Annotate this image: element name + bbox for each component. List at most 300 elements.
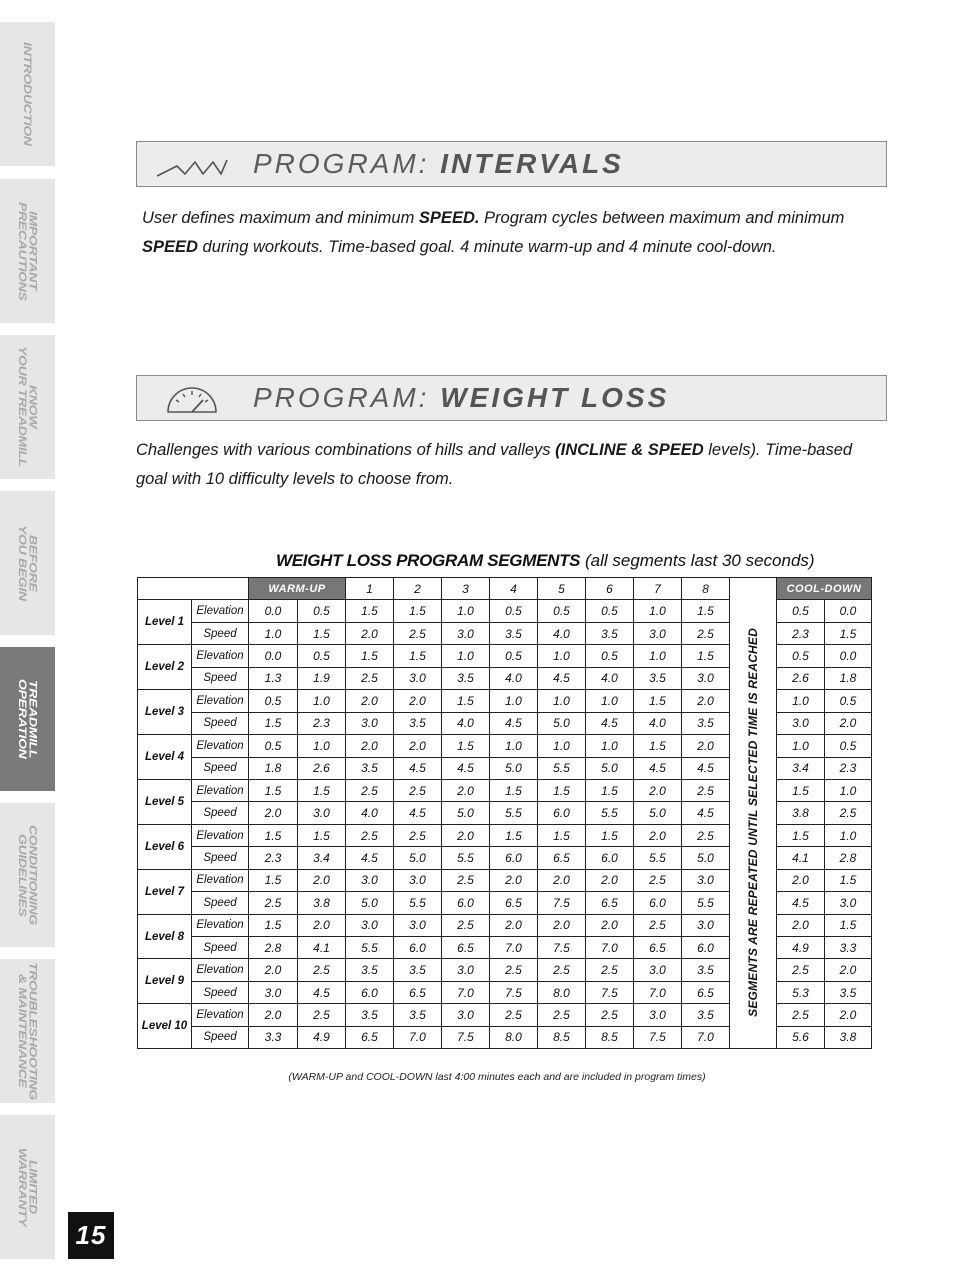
elevation-segments-value: 2.0: [634, 779, 682, 801]
speed-cooldown-value: 3.8: [825, 1026, 872, 1048]
elevation-label: Elevation: [192, 600, 249, 622]
elevation-segments-value: 1.5: [394, 600, 442, 622]
speed-segments-value: 6.5: [346, 1026, 394, 1048]
repeat-note: SEGMENTS ARE REPEATED UNTIL SELECTED TIME IS REACHED: [746, 628, 760, 1017]
speed-segments-value: 5.0: [442, 802, 490, 824]
elevation-segments-value: 1.5: [394, 645, 442, 667]
speed-segments-value: 6.5: [490, 892, 538, 914]
elevation-segments-value: 3.5: [346, 1004, 394, 1026]
elevation-warmup-value: 0.5: [249, 690, 298, 712]
speed-warmup-value: 4.1: [298, 937, 346, 959]
side-tab-conditioning-guidelines[interactable]: [0, 803, 55, 947]
side-tab-label: KNOW YOUR TREADMILL: [16, 346, 40, 468]
elevation-warmup-value: 1.0: [298, 690, 346, 712]
page-number: 15: [68, 1212, 114, 1259]
elevation-segments-value: 2.0: [442, 824, 490, 846]
table-title: WEIGHT LOSS PROGRAM SEGMENTS: [276, 551, 581, 570]
speed-segments-value: 6.5: [538, 847, 586, 869]
elevation-cooldown-value: 1.0: [825, 779, 872, 801]
elevation-warmup-value: 0.0: [249, 645, 298, 667]
level-label: Level 8: [138, 914, 192, 959]
speed-segments-value: 7.0: [586, 937, 634, 959]
elevation-segments-value: 2.5: [490, 1004, 538, 1026]
level-label: Level 6: [138, 824, 192, 869]
speed-warmup-value: 2.0: [249, 802, 298, 824]
elevation-segments-value: 3.5: [346, 959, 394, 981]
elevation-warmup-value: 0.0: [249, 600, 298, 622]
speed-segments-value: 4.5: [538, 667, 586, 689]
speed-cooldown-value: 5.3: [777, 981, 825, 1003]
elevation-segments-value: 2.0: [490, 869, 538, 891]
intervals-desc-text: Program cycles between maximum and minimum: [479, 209, 845, 227]
elevation-segments-value: 1.0: [634, 645, 682, 667]
speed-segments-value: 7.5: [538, 937, 586, 959]
intervals-desc-bold: SPEED.: [418, 209, 480, 227]
speed-segments-value: 3.0: [442, 622, 490, 644]
side-tab-introduction[interactable]: [0, 22, 55, 166]
elevation-segments-value: 2.5: [586, 1004, 634, 1026]
elevation-warmup-value: 1.5: [249, 869, 298, 891]
elevation-segments-value: 1.5: [586, 824, 634, 846]
elevation-segments-value: 1.0: [538, 645, 586, 667]
speed-segments-value: 3.5: [346, 757, 394, 779]
speed-warmup-value: 1.0: [249, 622, 298, 644]
elevation-label: Elevation: [192, 1004, 249, 1026]
table-subtitle: (all segments last 30 seconds): [584, 551, 815, 570]
side-tab-label: BEFORE YOU BEGIN: [16, 525, 40, 601]
speed-cooldown-value: 3.5: [825, 981, 872, 1003]
speed-segments-value: 5.5: [442, 847, 490, 869]
segment-header: 6: [586, 578, 634, 600]
elevation-cooldown-value: 1.0: [825, 824, 872, 846]
speed-segments-value: 8.0: [538, 981, 586, 1003]
speed-segments-value: 6.0: [346, 981, 394, 1003]
elevation-segments-value: 1.0: [490, 690, 538, 712]
elevation-label: Elevation: [192, 735, 249, 757]
elevation-cooldown-value: 0.0: [825, 600, 872, 622]
elevation-segments-value: 1.5: [634, 690, 682, 712]
elevation-segments-value: 1.0: [538, 690, 586, 712]
elevation-segments-value: 1.0: [586, 735, 634, 757]
speed-warmup-value: 4.9: [298, 1026, 346, 1048]
side-tab-troubleshooting-maintenance[interactable]: [0, 959, 55, 1103]
speed-segments-value: 5.0: [346, 892, 394, 914]
elevation-cooldown-value: 1.5: [777, 779, 825, 801]
elevation-label: Elevation: [192, 779, 249, 801]
speed-segments-value: 6.5: [394, 981, 442, 1003]
elevation-label: Elevation: [192, 824, 249, 846]
elevation-segments-value: 2.0: [346, 735, 394, 757]
speed-segments-value: 5.5: [346, 937, 394, 959]
elevation-cooldown-value: 2.0: [825, 959, 872, 981]
elevation-segments-value: 1.0: [586, 690, 634, 712]
speed-segments-value: 4.0: [442, 712, 490, 734]
speed-segments-value: 6.5: [634, 937, 682, 959]
elevation-label: Elevation: [192, 690, 249, 712]
speed-segments-value: 3.0: [346, 712, 394, 734]
elevation-segments-value: 3.5: [682, 959, 730, 981]
intervals-header: [136, 141, 887, 187]
speed-segments-value: 7.5: [490, 981, 538, 1003]
side-tab-label: TREADMILL OPERATION: [16, 679, 40, 759]
elevation-segments-value: 2.5: [682, 779, 730, 801]
elevation-segments-value: 3.0: [634, 959, 682, 981]
elevation-warmup-value: 2.5: [298, 959, 346, 981]
elevation-segments-value: 2.5: [634, 914, 682, 936]
elevation-label: Elevation: [192, 869, 249, 891]
speed-segments-value: 6.0: [586, 847, 634, 869]
elevation-segments-value: 1.5: [346, 645, 394, 667]
speed-warmup-value: 3.4: [298, 847, 346, 869]
weight-loss-title-prefix: PROGRAM:: [253, 382, 430, 413]
elevation-segments-value: 2.0: [538, 914, 586, 936]
elevation-segments-value: 2.0: [346, 690, 394, 712]
elevation-segments-value: 3.0: [394, 869, 442, 891]
speed-warmup-value: 1.8: [249, 757, 298, 779]
speed-cooldown-value: 3.0: [825, 892, 872, 914]
side-tab-label: INTRODUCTION: [21, 42, 35, 146]
speed-label: Speed: [192, 622, 249, 644]
elevation-segments-value: 0.5: [490, 645, 538, 667]
speed-segments-value: 4.0: [346, 802, 394, 824]
elevation-segments-value: 2.5: [538, 1004, 586, 1026]
elevation-segments-value: 1.0: [442, 600, 490, 622]
speed-segments-value: 4.5: [586, 712, 634, 734]
elevation-cooldown-value: 1.0: [777, 690, 825, 712]
segment-header: 5: [538, 578, 586, 600]
elevation-label: Elevation: [192, 959, 249, 981]
elevation-segments-value: 0.5: [586, 600, 634, 622]
elevation-segments-value: 0.5: [490, 600, 538, 622]
speed-segments-value: 6.0: [634, 892, 682, 914]
speed-cooldown-value: 2.5: [825, 802, 872, 824]
speed-warmup-value: 3.8: [298, 892, 346, 914]
weight-loss-header: [136, 375, 887, 421]
elevation-warmup-value: 0.5: [298, 600, 346, 622]
elevation-cooldown-value: 2.0: [825, 1004, 872, 1026]
speed-segments-value: 7.5: [586, 981, 634, 1003]
speed-segments-value: 5.5: [586, 802, 634, 824]
elevation-warmup-value: 2.0: [249, 959, 298, 981]
speed-segments-value: 3.0: [634, 622, 682, 644]
speed-segments-value: 7.0: [682, 1026, 730, 1048]
elevation-cooldown-value: 2.5: [777, 1004, 825, 1026]
elevation-segments-value: 1.5: [538, 824, 586, 846]
elevation-segments-value: 1.5: [346, 600, 394, 622]
speed-segments-value: 4.5: [682, 757, 730, 779]
weight-loss-description: [136, 436, 856, 494]
elevation-segments-value: 2.0: [394, 690, 442, 712]
elevation-segments-value: 2.0: [586, 869, 634, 891]
elevation-warmup-value: 0.5: [298, 645, 346, 667]
elevation-segments-value: 2.5: [586, 959, 634, 981]
elevation-segments-value: 2.0: [682, 735, 730, 757]
table-body: [138, 600, 872, 1049]
elevation-cooldown-value: 1.0: [777, 735, 825, 757]
speed-segments-value: 5.0: [586, 757, 634, 779]
speed-label: Speed: [192, 712, 249, 734]
speed-segments-value: 6.5: [442, 937, 490, 959]
speed-segments-value: 6.0: [442, 892, 490, 914]
elevation-segments-value: 3.0: [346, 914, 394, 936]
speed-label: Speed: [192, 667, 249, 689]
elevation-segments-value: 3.0: [682, 869, 730, 891]
elevation-segments-value: 1.5: [442, 735, 490, 757]
speed-cooldown-value: 5.6: [777, 1026, 825, 1048]
speed-segments-value: 4.5: [394, 802, 442, 824]
warmup-header: WARM-UP: [249, 578, 346, 600]
speed-label: Speed: [192, 757, 249, 779]
speed-segments-value: 2.0: [346, 622, 394, 644]
side-tab-know-your-treadmill[interactable]: [0, 335, 55, 479]
elevation-cooldown-value: 1.5: [825, 869, 872, 891]
speed-cooldown-value: 3.8: [777, 802, 825, 824]
intervals-description: [142, 204, 862, 262]
elevation-segments-value: 3.5: [682, 1004, 730, 1026]
speed-segments-value: 2.5: [682, 622, 730, 644]
speed-segments-value: 7.0: [442, 981, 490, 1003]
speed-cooldown-value: 4.1: [777, 847, 825, 869]
elevation-warmup-value: 2.0: [298, 869, 346, 891]
speed-segments-value: 3.5: [634, 667, 682, 689]
elevation-warmup-value: 2.0: [249, 1004, 298, 1026]
speed-segments-value: 5.0: [394, 847, 442, 869]
elevation-segments-value: 2.5: [394, 779, 442, 801]
segment-header: 4: [490, 578, 538, 600]
elevation-segments-value: 1.0: [538, 735, 586, 757]
speed-cooldown-value: 3.4: [777, 757, 825, 779]
elevation-segments-value: 0.5: [538, 600, 586, 622]
weight-loss-title: [253, 382, 669, 414]
segment-header: 2: [394, 578, 442, 600]
intervals-desc-text: User defines maximum and minimum: [142, 209, 419, 227]
elevation-segments-value: 1.5: [490, 779, 538, 801]
elevation-cooldown-value: 0.5: [825, 735, 872, 757]
elevation-cooldown-value: 0.5: [825, 690, 872, 712]
speed-warmup-value: 1.5: [298, 622, 346, 644]
elevation-warmup-value: 0.5: [249, 735, 298, 757]
speed-segments-value: 4.0: [586, 667, 634, 689]
speed-segments-value: 3.5: [682, 712, 730, 734]
elevation-segments-value: 1.5: [442, 690, 490, 712]
elevation-segments-value: 1.5: [634, 735, 682, 757]
side-tab-label: LIMITED WARRANTY: [16, 1147, 40, 1227]
speed-label: Speed: [192, 981, 249, 1003]
elevation-segments-value: 2.0: [538, 869, 586, 891]
elevation-warmup-value: 2.5: [298, 1004, 346, 1026]
elevation-segments-value: 2.5: [682, 824, 730, 846]
intervals-desc-text: during workouts. Time-based goal. 4 minute warm-up and 4 minute cool-down.: [197, 238, 777, 256]
speed-segments-value: 5.0: [538, 712, 586, 734]
elevation-segments-value: 2.0: [586, 914, 634, 936]
segment-header: 8: [682, 578, 730, 600]
speedometer-gauge-icon: [165, 384, 219, 419]
elevation-segments-value: 3.0: [634, 1004, 682, 1026]
elevation-segments-value: 2.5: [442, 914, 490, 936]
speed-segments-value: 6.0: [682, 937, 730, 959]
weight-loss-title-name: WEIGHT LOSS: [440, 382, 670, 413]
elevation-segments-value: 2.5: [346, 824, 394, 846]
side-tab-label: TROUBLESHOOTING & MAINTENANCE: [16, 962, 40, 1100]
speed-segments-value: 4.0: [538, 622, 586, 644]
elevation-segments-value: 2.0: [394, 735, 442, 757]
table-footnote: (WARM-UP and COOL-DOWN last 4:00 minutes each and are included in program times): [288, 1071, 706, 1083]
elevation-warmup-value: 1.5: [249, 779, 298, 801]
speed-segments-value: 4.5: [346, 847, 394, 869]
elevation-cooldown-value: 2.5: [777, 959, 825, 981]
elevation-segments-value: 2.5: [346, 779, 394, 801]
speed-segments-value: 3.5: [586, 622, 634, 644]
speed-cooldown-value: 2.0: [825, 712, 872, 734]
table-header-row: [138, 578, 872, 600]
speed-segments-value: 5.5: [490, 802, 538, 824]
elevation-segments-value: 3.5: [394, 1004, 442, 1026]
repeat-note-header-cell: [730, 578, 777, 600]
speed-warmup-value: 3.0: [249, 981, 298, 1003]
level-label: Level 9: [138, 959, 192, 1004]
speed-cooldown-value: 3.0: [777, 712, 825, 734]
elevation-segments-value: 2.0: [490, 914, 538, 936]
elevation-cooldown-value: 0.5: [777, 600, 825, 622]
speed-segments-value: 4.5: [490, 712, 538, 734]
speed-segments-value: 5.5: [682, 892, 730, 914]
elevation-segments-value: 2.5: [538, 959, 586, 981]
header-blank-cell: [138, 578, 249, 600]
elevation-warmup-value: 1.5: [298, 779, 346, 801]
elevation-segments-value: 1.0: [442, 645, 490, 667]
speed-segments-value: 8.0: [490, 1026, 538, 1048]
repeat-note-cell: [730, 600, 777, 1049]
speed-cooldown-value: 2.6: [777, 667, 825, 689]
speed-cooldown-value: 1.5: [825, 622, 872, 644]
intervals-title-name: INTERVALS: [440, 148, 624, 179]
side-tab-limited-warranty[interactable]: [0, 1115, 55, 1259]
level-label: Level 7: [138, 869, 192, 914]
elevation-cooldown-value: 0.5: [777, 645, 825, 667]
elevation-segments-value: 3.0: [442, 1004, 490, 1026]
table-caption: [276, 551, 815, 571]
speed-segments-value: 7.0: [394, 1026, 442, 1048]
elevation-segments-value: 0.5: [586, 645, 634, 667]
speed-label: Speed: [192, 802, 249, 824]
speed-label: Speed: [192, 1026, 249, 1048]
intervals-wave-icon: [155, 148, 231, 183]
speed-warmup-value: 2.6: [298, 757, 346, 779]
elevation-cooldown-value: 2.0: [777, 914, 825, 936]
elevation-segments-value: 3.5: [394, 959, 442, 981]
speed-segments-value: 4.5: [394, 757, 442, 779]
speed-segments-value: 5.0: [682, 847, 730, 869]
speed-segments-value: 4.5: [442, 757, 490, 779]
speed-segments-value: 2.5: [394, 622, 442, 644]
elevation-warmup-value: 1.5: [298, 824, 346, 846]
elevation-segments-value: 1.5: [682, 645, 730, 667]
elevation-cooldown-value: 1.5: [825, 914, 872, 936]
speed-segments-value: 3.5: [394, 712, 442, 734]
speed-segments-value: 3.5: [490, 622, 538, 644]
level-label: Level 10: [138, 1004, 192, 1049]
speed-warmup-value: 2.3: [249, 847, 298, 869]
elevation-cooldown-value: 0.0: [825, 645, 872, 667]
elevation-segments-value: 3.0: [682, 914, 730, 936]
speed-warmup-value: 1.5: [249, 712, 298, 734]
speed-cooldown-value: 3.3: [825, 937, 872, 959]
elevation-segments-value: 3.0: [394, 914, 442, 936]
speed-segments-value: 7.0: [634, 981, 682, 1003]
speed-label: Speed: [192, 892, 249, 914]
speed-cooldown-value: 1.8: [825, 667, 872, 689]
elevation-segments-value: 1.0: [634, 600, 682, 622]
speed-warmup-value: 3.0: [298, 802, 346, 824]
speed-segments-value: 6.5: [682, 981, 730, 1003]
side-tab-before-you-begin[interactable]: [0, 491, 55, 635]
speed-label: Speed: [192, 937, 249, 959]
weight-loss-desc-text: levels). Time-based goal with 10 difficulty levels to choose from.: [136, 441, 853, 488]
elevation-segments-value: 2.5: [394, 824, 442, 846]
speed-cooldown-value: 4.9: [777, 937, 825, 959]
side-tab-label: CONDITIONING GUIDELINES: [16, 825, 40, 925]
weight-loss-desc-text: Challenges with various combinations of hills and valleys: [136, 441, 556, 459]
elevation-warmup-value: 2.0: [298, 914, 346, 936]
segment-header: 7: [634, 578, 682, 600]
elevation-segments-value: 1.5: [586, 779, 634, 801]
speed-warmup-value: 2.8: [249, 937, 298, 959]
speed-warmup-value: 4.5: [298, 981, 346, 1003]
speed-segments-value: 6.5: [586, 892, 634, 914]
elevation-segments-value: 1.5: [682, 600, 730, 622]
speed-segments-value: 5.5: [634, 847, 682, 869]
speed-segments-value: 7.5: [538, 892, 586, 914]
speed-segments-value: 4.5: [682, 802, 730, 824]
speed-segments-value: 5.5: [394, 892, 442, 914]
weight-loss-desc-bold: (INCLINE & SPEED: [555, 441, 704, 459]
speed-cooldown-value: 2.3: [777, 622, 825, 644]
elevation-segments-value: 3.0: [442, 959, 490, 981]
speed-segments-value: 5.0: [634, 802, 682, 824]
level-label: Level 3: [138, 690, 192, 735]
side-tab-treadmill-operation[interactable]: [0, 647, 55, 791]
speed-segments-value: 3.5: [442, 667, 490, 689]
speed-segments-value: 3.0: [682, 667, 730, 689]
cooldown-header: COOL-DOWN: [777, 578, 872, 600]
speed-warmup-value: 1.3: [249, 667, 298, 689]
elevation-warmup-value: 1.0: [298, 735, 346, 757]
elevation-segments-value: 1.0: [490, 735, 538, 757]
elevation-cooldown-value: 1.5: [777, 824, 825, 846]
speed-warmup-value: 2.5: [249, 892, 298, 914]
speed-cooldown-value: 2.3: [825, 757, 872, 779]
elevation-cooldown-value: 2.0: [777, 869, 825, 891]
speed-segments-value: 7.5: [634, 1026, 682, 1048]
segment-header: 1: [346, 578, 394, 600]
speed-segments-value: 7.0: [490, 937, 538, 959]
speed-warmup-value: 2.3: [298, 712, 346, 734]
elevation-label: Elevation: [192, 914, 249, 936]
level-label: Level 1: [138, 600, 192, 645]
elevation-segments-value: 2.0: [634, 824, 682, 846]
elevation-warmup-value: 1.5: [249, 914, 298, 936]
side-tab-important-precautions[interactable]: [0, 179, 55, 323]
side-tabs: [0, 0, 56, 1274]
speed-segments-value: 4.5: [634, 757, 682, 779]
elevation-segments-value: 1.5: [538, 779, 586, 801]
table-row: [138, 600, 872, 622]
speed-cooldown-value: 4.5: [777, 892, 825, 914]
speed-warmup-value: 1.9: [298, 667, 346, 689]
elevation-label: Elevation: [192, 645, 249, 667]
intervals-desc-bold: SPEED: [142, 238, 198, 256]
intervals-title: [253, 148, 624, 180]
